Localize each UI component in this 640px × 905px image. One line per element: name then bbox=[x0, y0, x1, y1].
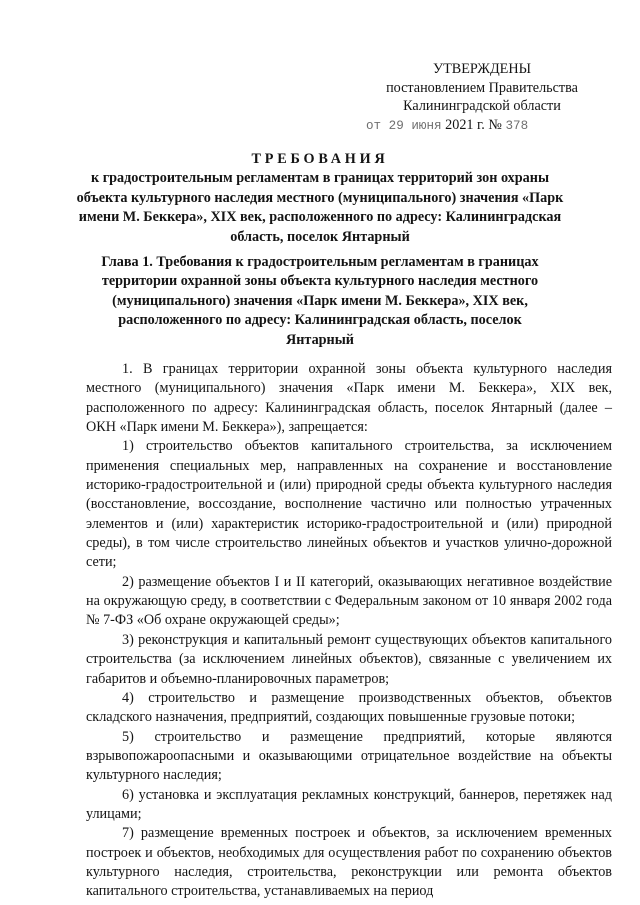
paragraph: 2) размещение объектов I и II категорий, оказывающих негативное воздействие на окружающую среду, в соответствии с Федеральным законом от 10 января 2002 года № 7-ФЗ «Об охране окружающей среды»; bbox=[86, 573, 612, 629]
approval-date-stamp: от 29 июня bbox=[366, 118, 442, 133]
approval-date-year: 2021 г. № bbox=[445, 116, 502, 133]
approval-date-line bbox=[352, 116, 612, 136]
paragraph: 3) реконструкция и капитальный ремонт существующих объектов капитального строительства (за исключением линейных объектов), связанные с увеличением их габаритов и объемно-планировочных параметров; bbox=[86, 631, 612, 687]
document-subheading: к градостроительным регламентам в границах территорий зон охраны объекта культурного наследия местного (муниципального) значения «Парк имени М. Беккера», XIX век, расположенного по адресу: Калининградская область, поселок Янтарный bbox=[76, 170, 564, 245]
approval-line-2: Калининградской области bbox=[403, 98, 561, 114]
paragraph: 4) строительство и размещение производственных объектов, объектов складского назначения, предприятий, создающих повышенные грузовые потоки; bbox=[86, 689, 612, 726]
document-title bbox=[70, 150, 570, 247]
paragraph: 7) размещение временных построек и объектов, за исключением временных построек и объектов, необходимых для осуществления работ по сохранению объектов культурного наследия, строительства, реконструкции или ремонта объектов капитального строительства, устанавливаемых на период bbox=[86, 825, 612, 900]
approval-title: УТВЕРЖДЕНЫ bbox=[433, 61, 531, 77]
chapter-title: Глава 1. Требования к градостроительным регламентам в границах территории охранной зоны объекта культурного наследия местного (муниципального) значения «Парк имени М. Беккера», XIX век, расположенного по адресу: Калининградская область, поселок Янтарный bbox=[101, 254, 539, 348]
approval-block bbox=[352, 60, 612, 135]
document-heading: ТРЕБОВАНИЯ bbox=[251, 151, 389, 167]
approval-number-stamp: 378 bbox=[505, 118, 529, 133]
paragraph: 5) строительство и размещение предприятий, которые являются взрывопожароопасными и оказывающими отрицательное воздействие на объекты культурного наследия; bbox=[86, 728, 612, 784]
paragraph: 6) установка и эксплуатация рекламных конструкций, баннеров, перетяжек над улицами; bbox=[86, 786, 612, 822]
paragraph: 1. В границах территории охранной зоны объекта культурного наследия местного (муниципального) значения «Парк имени М. Беккера», XIX век, расположенного по адресу: Калининградская область, поселок Янтарный (далее – ОКН «Парк имени М. Беккера»), запрещается: bbox=[86, 361, 612, 436]
paragraph: 1) строительство объектов капитального строительства, за исключением применения специальных мер, направленных на сохранение и восстановление историко-градостроительной и (или) природной среды объекта культурного наследия (восстановление, воссоздание, восполнение частично или полностью утраченных элементов и (или) характеристик историко-градостроительной и (или) природной среды), в том числе строительство линейных объектов и участков улично-дорожной сети; bbox=[86, 438, 612, 571]
approval-line-1: постановлением Правительства bbox=[386, 79, 578, 96]
document-body bbox=[86, 360, 612, 902]
